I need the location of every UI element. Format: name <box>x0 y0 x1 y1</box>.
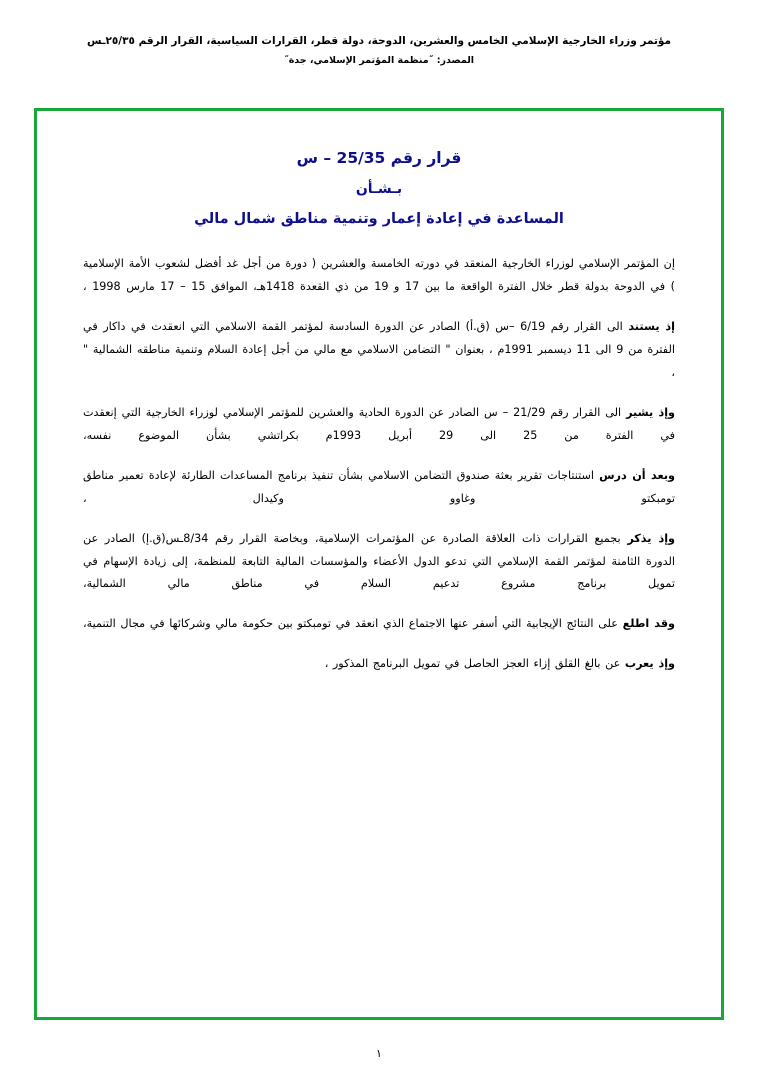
paragraph <box>83 253 675 299</box>
paragraph-text: الى القرار رقم 21/29 – س الصادر عن الدورة الحادية والعشرين للمؤتمر الإسلامي لوزراء الخارجية التي إنعقدت في الفترة من 25 الى 29 أبريل 1993م بكراتشي بشأن الموضوع نفسه، <box>83 405 676 442</box>
paragraph-text: بجميع القرارات ذات العلاقة الصادرة عن المؤتمرات الإسلامية، وبخاصة القرار رقم 8/34ـس(ق.إ) الصادر عن الدورة الثامنة لمؤتمر القمة الإسلامي التي تدعو الدول الأعضاء والمؤسسات المالية التابعة للمنظمة، إلى زيادة الإسهام في تمويل برنامج مشروع تدعيم السلام في مناطق مالي الشمالية، <box>83 531 675 591</box>
paragraph-lead: وإذ يذكر <box>627 531 676 545</box>
paragraph <box>83 316 675 385</box>
header-title-line: مؤتمر وزراء الخارجية الإسلامي الخامس والعشرين، الدوحة، دولة قطر، القرارات السياسية، القرار الرقم ٢٥/٣٥ـس <box>87 35 671 47</box>
paragraph-text: إن المؤتمر الإسلامي لوزراء الخارجية المنعقد في دورته الخامسة والعشرين ( دورة من أجل غد أفضل لشعوب الأمة الإسلامية ) في الدوحة بدولة قطر خلال الفترة الواقعة ما بين 17 و 19 من ذي القعدة 1418هـ، الموافق 15 – 17 مارس 1998 ، <box>83 257 676 293</box>
paragraph-lead: وإذ يشير <box>626 405 675 419</box>
page-header <box>0 0 758 68</box>
page-number: ١ <box>376 1047 382 1060</box>
paragraph <box>83 528 675 597</box>
paragraph <box>83 653 675 676</box>
paragraph <box>83 402 675 448</box>
paragraph <box>83 613 675 636</box>
paragraph <box>83 465 675 511</box>
paragraph-lead: وإذ يعرب <box>624 657 675 671</box>
header-source-line: المصدر: ˝منظمة المؤتمر الإسلامي، جدة˝ <box>283 54 475 66</box>
paragraph-text: الى القرار رقم 6/19 –س (ق.أ) الصادر عن الدورة السادسة لمؤتمر القمة الاسلامي التي انعقدت في داكار في الفترة من 9 الى 11 ديسمبر 1991م ، بعنوان " التضامن الاسلامي مع مالي من أجل إعادة السلام وتنمية مناطقه الشمالية " ، <box>83 319 675 379</box>
paragraph-lead: وقد اطلع <box>622 617 676 631</box>
paragraph-lead: إذ يستند <box>628 319 675 333</box>
resolution-subject-label: بـشـأن <box>355 181 403 197</box>
green-border-frame <box>34 108 724 1020</box>
paragraph-text: استنتاجات تقرير بعثة صندوق التضامن الاسلامي بشأن تنفيذ برنامج المساعدات الطارئة لإعادة تعمير مناطق تومبكتو وغاوو وكيدال ، <box>83 468 675 505</box>
paragraph-text: على النتائج الإيجابية التي أسفر عنها الاجتماع الذي انعقد في تومبكتو بين حكومة مالي وشركائها في مجال التنمية، <box>83 617 623 631</box>
resolution-number-title: قرار رقم 25/35 – س <box>296 149 462 167</box>
paragraph-text: عن بالغ القلق إزاء العجز الحاصل في تمويل البرنامج المذكور ، <box>324 657 625 671</box>
resolution-subject-title: المساعدة في إعادة إعمار وتنمية مناطق شمال مالي <box>194 211 564 227</box>
document-body <box>37 111 721 713</box>
paragraph-lead: وبعد أن درس <box>599 468 675 482</box>
